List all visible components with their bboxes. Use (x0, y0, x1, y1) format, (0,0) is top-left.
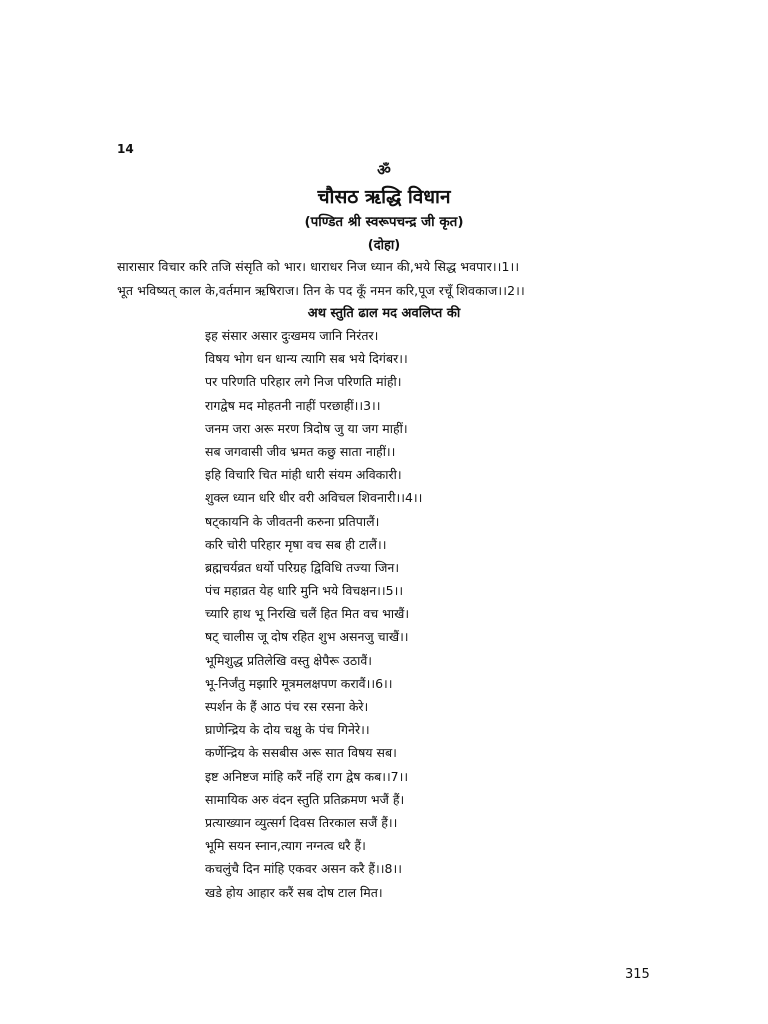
doha-line: सारासार विचार करि तजि संसृति को भार। धाराधर निज ध्यान की,भये सिद्ध भवपार।।1।। (117, 259, 520, 274)
verse-line: जनम जरा अरू मरण त्रिदोष जु या जग माहीं। (205, 420, 408, 436)
verse-line: ब्रह्मचर्यव्रत धर्यो परिग्रह द्विविधि तज्या जिन। (205, 559, 400, 575)
verse-line: विषय भोग धन धान्य त्यागि सब भये दिगंबर।। (205, 351, 408, 367)
verse-line: भूमि सयन स्नान,त्याग नग्नत्व धरै हैं। (205, 838, 366, 854)
verse-line: सामायिक अरु वंदन स्तुति प्रतिक्रमण भजैं हैं। (205, 791, 405, 807)
verse-line: प्रत्याख्यान व्युत्सर्ग दिवस तिरकाल सजैं हैं।। (205, 814, 398, 830)
section-heading: अथ स्तुति ढाल मद अवलिप्त की (307, 306, 461, 321)
verse-line: स्पर्शन के हैं आठ पंच रस रसना केरे। (205, 699, 369, 714)
verse-line: कचलुंचै दिन मांहि एकवर असन करै हैं।।8।। (205, 861, 402, 877)
verse-line: षट् चालीस जू दोष रहित शुभ असनजु चाखैं।। (205, 629, 409, 645)
verse-line: इह संसार असार दुःखमय जानि निरंतर। (205, 328, 379, 343)
verse-line: भू-निर्जंतु मझारि मूत्रमलक्षपण करावैं।।6।। (205, 675, 393, 691)
verse-line: कर्णेन्द्रिय के ससबीस अरू सात विषय सब। (205, 745, 397, 761)
doha-line: भूत भविष्यत् काल के,वर्तमान ऋषिराज। तिन के पद कूँ नमन करि,पूज रचूँ शिवकाज।।2।। (117, 283, 525, 298)
verse-line: पंच महाव्रत येह धारि मुनि भये विचक्षन।।5।। (205, 583, 404, 599)
verse-line: च्यारि हाथ भू निरखि चलैं हित मित वच भाखैं। (205, 606, 410, 622)
chapter-number: 14 (117, 142, 134, 156)
verse-line: शुक्ल ध्यान धरि धीर वरी अविचल शिवनारी।।4।। (205, 490, 423, 506)
page-number: 315 (625, 967, 650, 982)
verse-line: भूमिशुद्ध प्रतिलेखि वस्तु क्षेपैरू उठावैं। (205, 652, 373, 668)
verse-block (205, 324, 625, 904)
om-symbol: ॐ (377, 161, 391, 179)
verse-line: षट्कायनि के जीवतनी करुना प्रतिपालैं। (205, 513, 380, 529)
verse-line: सब जगवासी जीव भ्रमत कछु साता नाहीं।। (205, 443, 396, 459)
doha-label: (दोहा) (367, 238, 401, 253)
page-title: चौसठ ऋद्धि विधान (317, 186, 451, 208)
author-subtitle: (पण्डित श्री स्वरूपचन्द्र जी कृत) (304, 214, 464, 230)
verse-line: करि चोरी परिहार मृषा वच सब ही टालैं।। (205, 536, 387, 552)
verse-line: रागद्वेष मद मोहतनी नाहीं परछाहीं।।3।। (205, 397, 381, 413)
verse-line: इष्ट अनिष्टज मांहि करैं नहिं राग द्वेष कब।।7।। (205, 768, 409, 784)
verse-line: घ्राणेन्द्रिय के दोय चक्षु के पंच गिनेरे।। (205, 722, 370, 738)
verse-line: इहि विचारि चित मांही धारी संयम अविकारी। (205, 467, 402, 483)
verse-line: खडे होय आहार करैं सब दोष टाल मित। (205, 884, 383, 900)
verse-line: पर परिणति परिहार लगे निज परिणति मांही। (205, 374, 402, 390)
